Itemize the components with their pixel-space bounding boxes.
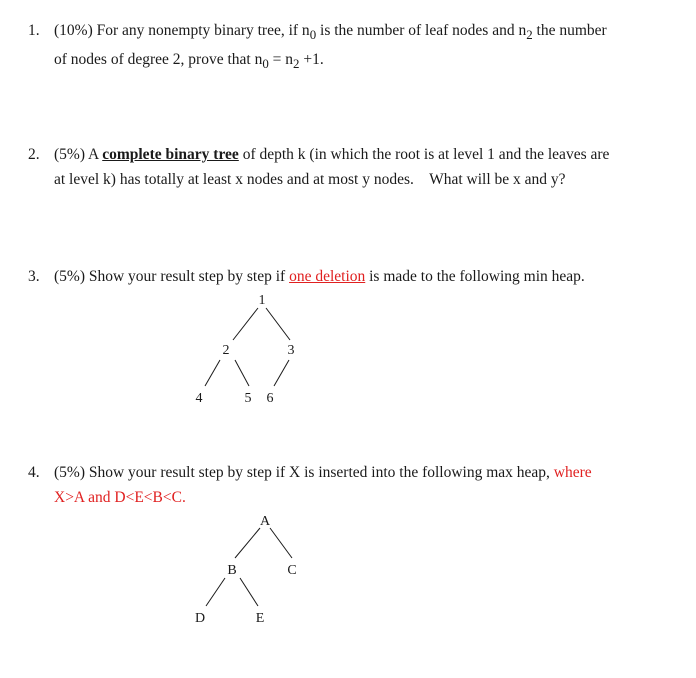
heap-node: D bbox=[194, 611, 206, 626]
question-text: (5%) A complete binary tree of depth k (in which the root is at level 1 and the leaves are at level k) has totally at least x nodes and at most y nodes. What will be x and y? bbox=[54, 146, 610, 188]
question-text: (5%) Show your result step by step if X is inserted into the following max heap, where X>A and D<E<B<C. bbox=[54, 464, 592, 506]
question-number: 3. bbox=[28, 268, 40, 285]
question-number: 2. bbox=[28, 146, 40, 163]
heap-node: C bbox=[287, 563, 297, 578]
question-text: (10%) For any nonempty binary tree, if $n_0$ is the number of leaf nodes and $n_2$ the number of nodes of degree 2, prove that $n_0 = n_2 +1$. bbox=[54, 22, 607, 72]
heap-node: 2 bbox=[222, 343, 230, 358]
heap-node: B bbox=[227, 563, 237, 578]
question-number: 1. bbox=[28, 22, 40, 39]
term-complete-binary-tree: complete binary tree bbox=[102, 146, 239, 163]
tree-edge bbox=[240, 578, 258, 606]
question-number: 4. bbox=[28, 464, 40, 481]
heap-node: 4 bbox=[195, 391, 203, 406]
highlight-one-deletion: one deletion bbox=[289, 268, 366, 285]
tree-edge bbox=[206, 578, 225, 606]
heap-node: E bbox=[255, 611, 265, 626]
tree-edge bbox=[235, 528, 260, 558]
question-text: (5%) Show your result step by step if one deletion is made to the following min heap. bbox=[54, 268, 585, 285]
tree-edge bbox=[270, 528, 292, 558]
heap-node: 3 bbox=[287, 343, 295, 358]
heap-node: A bbox=[259, 514, 271, 529]
heap-node: 1 bbox=[258, 293, 266, 308]
heap-node: 5 bbox=[244, 391, 252, 406]
heap-node: 6 bbox=[266, 391, 274, 406]
